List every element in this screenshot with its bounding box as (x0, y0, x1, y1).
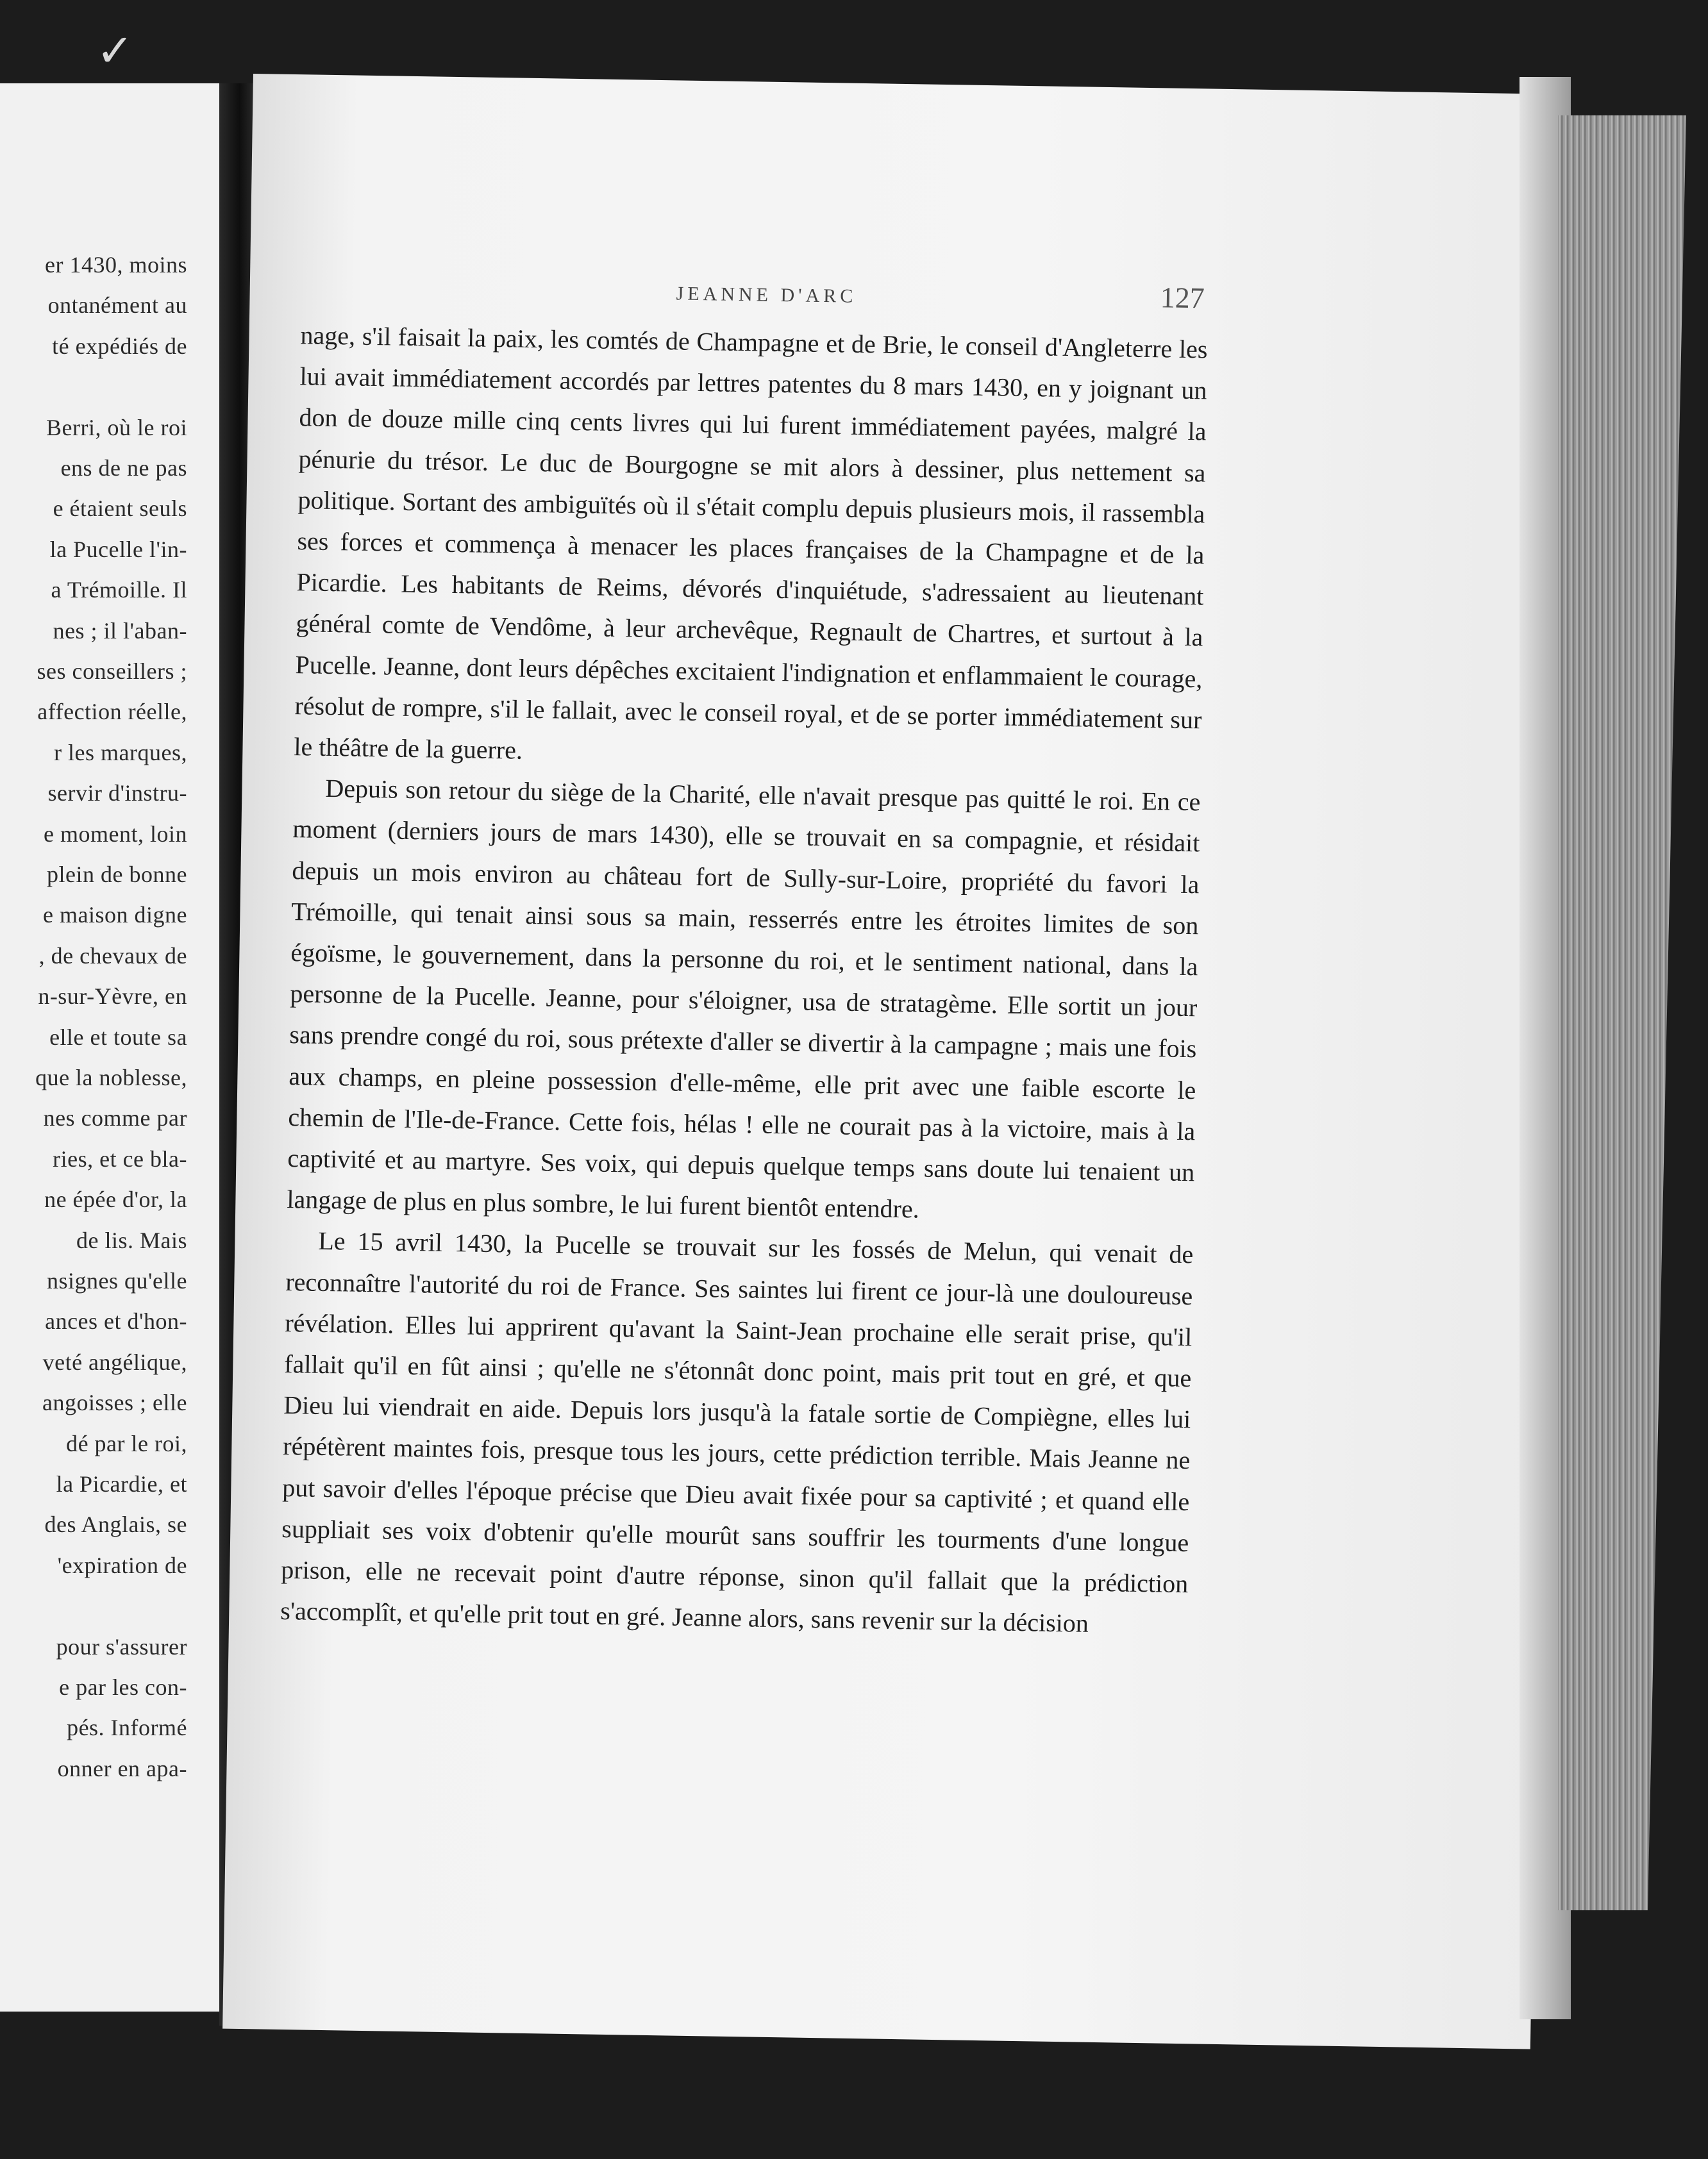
left-page-line: nes comme par (43, 1105, 187, 1131)
left-page-line: e maison digne (43, 902, 187, 928)
left-page-line: té expédiés de (52, 333, 187, 359)
left-page-line: ne épée d'or, la (44, 1187, 187, 1213)
left-page-line: dé par le roi, (66, 1430, 187, 1456)
left-page-line: ontanément au (47, 292, 187, 319)
left-page-line: la Picardie, et (56, 1471, 187, 1497)
book-page-edges (1558, 115, 1686, 1910)
left-page-line: , de chevaux de (38, 942, 187, 969)
left-page-line: servir d'instru- (47, 780, 187, 806)
left-page-line: a Trémoille. Il (51, 577, 187, 603)
page-number: 127 (1160, 281, 1205, 315)
left-page-line: ses conseillers ; (37, 658, 187, 684)
left-page-line: e moment, loin (44, 821, 187, 847)
left-page-line: de lis. Mais (76, 1227, 187, 1253)
left-page-line: angoisses ; elle (42, 1390, 187, 1416)
running-head: JEANNE D'ARC (676, 283, 857, 307)
left-page-line: pés. Informé (67, 1715, 187, 1741)
right-page (222, 74, 1561, 2049)
left-page-line: er 1430, moins (45, 252, 187, 278)
left-page-line: ances et d'hon- (45, 1308, 187, 1335)
left-page-line: nsignes qu'elle (47, 1268, 187, 1294)
left-page-line: des Anglais, se (44, 1512, 187, 1538)
left-page-line: 'expiration de (57, 1552, 187, 1578)
paragraph: Depuis son retour du siège de la Charité, elle n'avait presque pas quitté le roi. En ce moment (derniers jours de mars 1430), elle se trouvait en sa compagnie, et résidait depuis un mois environ au château fort de Sully-sur-Loire, propriété du favori la Trémoille, qui tenait ainsi sous sa main, resserrés entre les étroites limites de son égoïsme, le gouvernement, dans la personne du roi, et le sentiment national, dans la personne de la Pucelle. Jeanne, pour s'éloigner, usa de stratagème. Elle sortit un jour sans prendre congé du roi, sous prétexte d'aller se divertir à la campagne ; mais une fois aux champs, en pleine possession d'elle-même, elle prit avec une faible escorte le chemin de l'Ile-de-France. Cette fois, hélas ! elle ne courait pas à la victoire, mais à la captivité et au martyre. Ses voix, qui depuis quelque temps sans doute lui tenaient un langage de plus en plus sombre, le lui furent bientôt entendre. (287, 774, 1201, 1224)
left-page-line: la Pucelle l'in- (49, 536, 187, 562)
left-page-line: Berri, où le roi (46, 414, 187, 440)
left-page-line: veté angélique, (42, 1349, 187, 1375)
left-page-line: r les marques, (54, 739, 187, 765)
paragraph: nage, s'il faisait la paix, les comtés de Champagne et de Brie, le conseil d'Angleterre les lui avait immédiatement accordés par lettres patentes du 8 mars 1430, en y joignant un don de douze mille cinq cents livres qui lui furent immédiatement payées, malgré la pénurie du trésor. Le duc de Bourgogne se mit alors à dessiner, plus nettement sa politique. Sortant des ambiguïtés où il s'était complu depuis plusieurs mois, il rassembla ses forces et commença à menacer les places françaises de la Champagne et de la Picardie. Les habitants de Reims, dévorés d'inquiétude, s'adressaient au lieutenant général comte de Vendôme, à leur archevêque, Regnault de Chartres, et surtout à la Pucelle. Jeanne, dont leurs dépêches excitaient l'indignation et enflammaient le courage, résolut de rompre, s'il le fallait, avec le conseil royal, et de se porter immédiatement sur le théâtre de la guerre. (294, 321, 1208, 765)
left-page-line: affection réelle, (37, 699, 187, 725)
left-page (0, 83, 219, 2012)
left-page-line: e par les con- (59, 1674, 187, 1700)
left-page-line: n-sur-Yèvre, en (38, 983, 187, 1010)
left-page-line: nes ; il l'aban- (53, 617, 187, 644)
page-body-text (280, 315, 1208, 1646)
left-page-line: pour s'assurer (56, 1633, 187, 1660)
left-page-line: ries, et ce bla- (53, 1146, 187, 1172)
check-mark-icon: ✓ (96, 24, 134, 77)
left-page-line: plein de bonne (47, 862, 187, 887)
left-page-line: elle et toute sa (49, 1024, 187, 1050)
left-page-line: ens de ne pas (60, 455, 187, 481)
left-page-line: onner en apa- (57, 1755, 187, 1781)
paragraph: Le 15 avril 1430, la Pucelle se trouvait sur les fossés de Melun, qui venait de reconnaître l'autorité du roi de France. Ses saintes lui firent ce jour-là une douloureuse révélation. Elles lui apprirent qu'avant la Saint-Jean prochaine elle serait prise, qu'il fallait qu'il en fût ainsi ; qu'elle ne s'étonnât donc point, mais prit tout en gré, et que Dieu lui viendrait en aide. Depuis lors jusqu'à la fatale sortie de Compiègne, elles lui répétèrent maintes fois, presque tous les jours, cette prédiction terrible. Mais Jeanne ne put savoir d'elles l'époque précise que Dieu avait fixée pour sa captivité ; et quand elle suppliait ses voix d'obtenir qu'elle mourût sans souffrir les tourments d'une longue prison, elle ne recevait point d'autre réponse, sinon qu'il fallait que la prédiction s'accomplît, et qu'elle prit tout en gré. Jeanne alors, sans revenir sur la décision (280, 1226, 1194, 1638)
left-page-line: que la noblesse, (35, 1065, 187, 1090)
left-page-line: e étaient seuls (53, 496, 187, 522)
